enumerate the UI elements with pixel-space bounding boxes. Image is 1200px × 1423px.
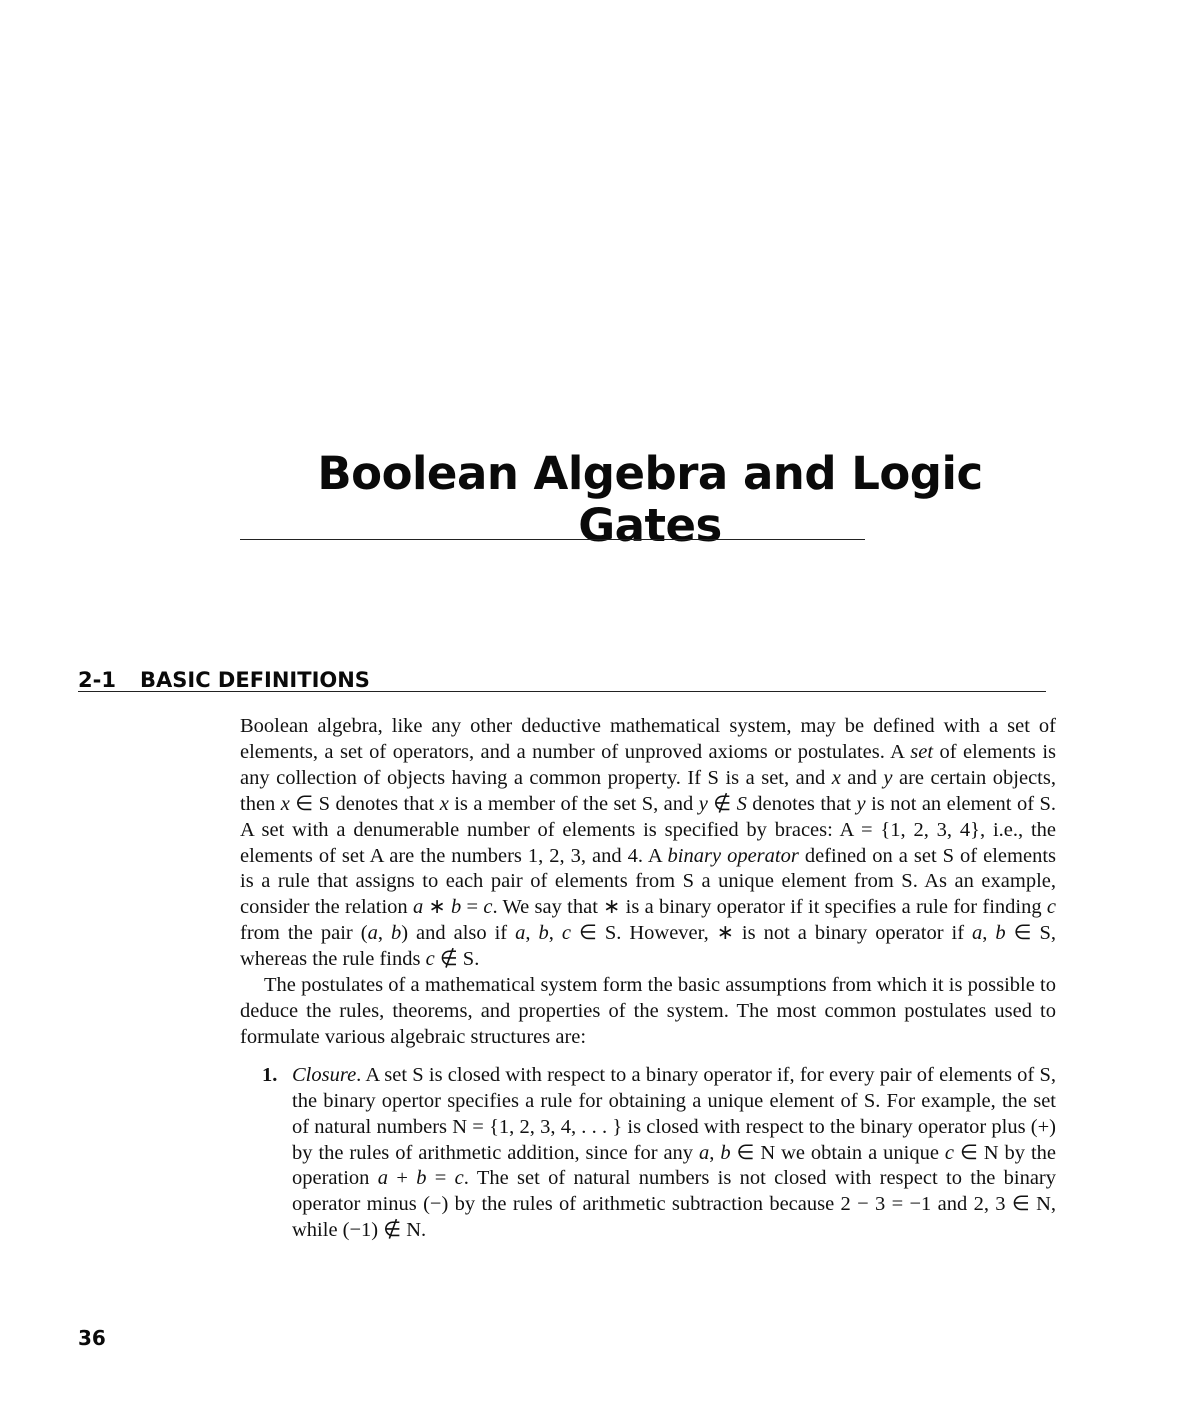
section-title: BASIC DEFINITIONS [140,668,370,692]
text-run: ∈ S. However, ∗ is not a binary operator if [570,922,973,945]
text-run: are certain objects, then [240,766,1056,815]
text-run: = [461,896,484,919]
text-run: , [548,922,562,945]
text-run: ∉ S. [434,948,480,971]
postulate-item [240,1063,1056,1244]
text-run: = [426,1167,455,1190]
italic-run: b [538,922,549,945]
italic-run: a [367,922,378,945]
italic-run: c [483,896,493,919]
text-run: ∈ S, whereas the rule finds [240,922,1057,971]
italic-run: a [515,922,526,945]
text-run: , [709,1141,721,1164]
italic-run: c [561,922,571,945]
italic-run: binary operator [667,844,799,867]
text-run: . A set S is closed with respect to a binary operator if, for every pair of elements of S, the binary opertor specifies a rule for obtaining a unique element of S. For example, the set of natural numbers N = {1, 2, 3, 4, . . . } is closed with respect to the binary operator plus (+) by the rules of arithmetic addition, since for any [292,1063,1056,1164]
text-run: ∈ N by the operation [292,1141,1056,1190]
postulate-number: 1. [262,1063,278,1086]
chapter-title: Boolean Algebra and Logic Gates [317,447,983,553]
italic-run: b [720,1141,731,1164]
italic-run: a [377,1167,388,1190]
text-run: ∈ N we obtain a unique [730,1141,945,1164]
italic-run: b [390,922,402,945]
italic-run: y [883,766,893,789]
postulate-list [240,1063,1056,1244]
text-run: ) and also if [401,922,516,945]
text-run: is not an element of S. A set with a denumerable number of elements is specified by braces: A = {1, 2, 3, 4}, i.e., the elements of set A are the numbers 1, 2, 3, and 4. A [240,792,1056,867]
paragraph-postulates-intro [240,973,1056,1051]
text-run: . We say that ∗ is a binary operator if it specifies a rule for finding [492,896,1047,919]
section-rule [78,691,1046,692]
text-run: of elements is any collection of objects having a common property. If S is a set, and [240,740,1056,789]
text-run: ∉ [707,792,737,815]
italic-run: x [831,766,841,789]
text-run: , [377,922,391,945]
italic-run: S [736,792,747,815]
text-run: , [525,922,539,945]
paragraph-definitions [240,714,1056,973]
page-number: 36 [78,1326,106,1350]
text-run: The postulates of a mathematical system form the basic assumptions from which it is possible to deduce the rules, theorems, and properties of the system. The most common postulates used to formulate various algebraic structures are: [240,974,1056,1048]
italic-run: y [698,792,708,815]
italic-run: a [699,1141,710,1164]
text-run: , [982,922,996,945]
italic-run: x [439,792,449,815]
italic-run: c [425,948,435,971]
text-run: ∈ S denotes that [289,792,440,815]
italic-run: c [1046,896,1057,919]
italic-run: b [450,896,462,919]
italic-run: c [454,1167,464,1190]
section-heading [78,668,370,692]
text-run: and [840,766,884,789]
italic-run: y [856,792,866,815]
text-run: ∗ [423,896,451,919]
italic-run: set [910,740,934,763]
postulate-name: Closure [292,1063,357,1086]
text-run: defined on a set S of elements is a rule that assigns to each pair of elements from S a unique element from S. As an example, consider the relation [240,844,1056,919]
text-run: . The set of natural numbers is not closed with respect to the binary operator minus (−) by the rules of arithmetic subtraction because 2 − 3 = −1 and 2, 3 ∈ N, while (−1) ∉ N. [292,1167,1057,1242]
italic-run: c [944,1141,955,1164]
text-run: from the pair ( [240,922,368,945]
text-run: denotes that [746,792,857,815]
text-run: is a member of the set S, and [448,792,699,815]
italic-run: x [280,792,290,815]
italic-run: b [416,1167,427,1190]
postulate-body [292,1064,1056,1241]
text-run: + [388,1167,417,1190]
italic-run: a [972,922,983,945]
text-run: Boolean algebra, like any other deductive mathematical system, may be defined with a set of elements, a set of operators, and a number of unproved axioms or postulates. A [240,715,1056,763]
body-text [240,714,1056,1244]
section-number: 2-1 [78,668,116,692]
title-rule [240,539,865,540]
italic-run: a [412,896,424,919]
italic-run: b [995,922,1006,945]
